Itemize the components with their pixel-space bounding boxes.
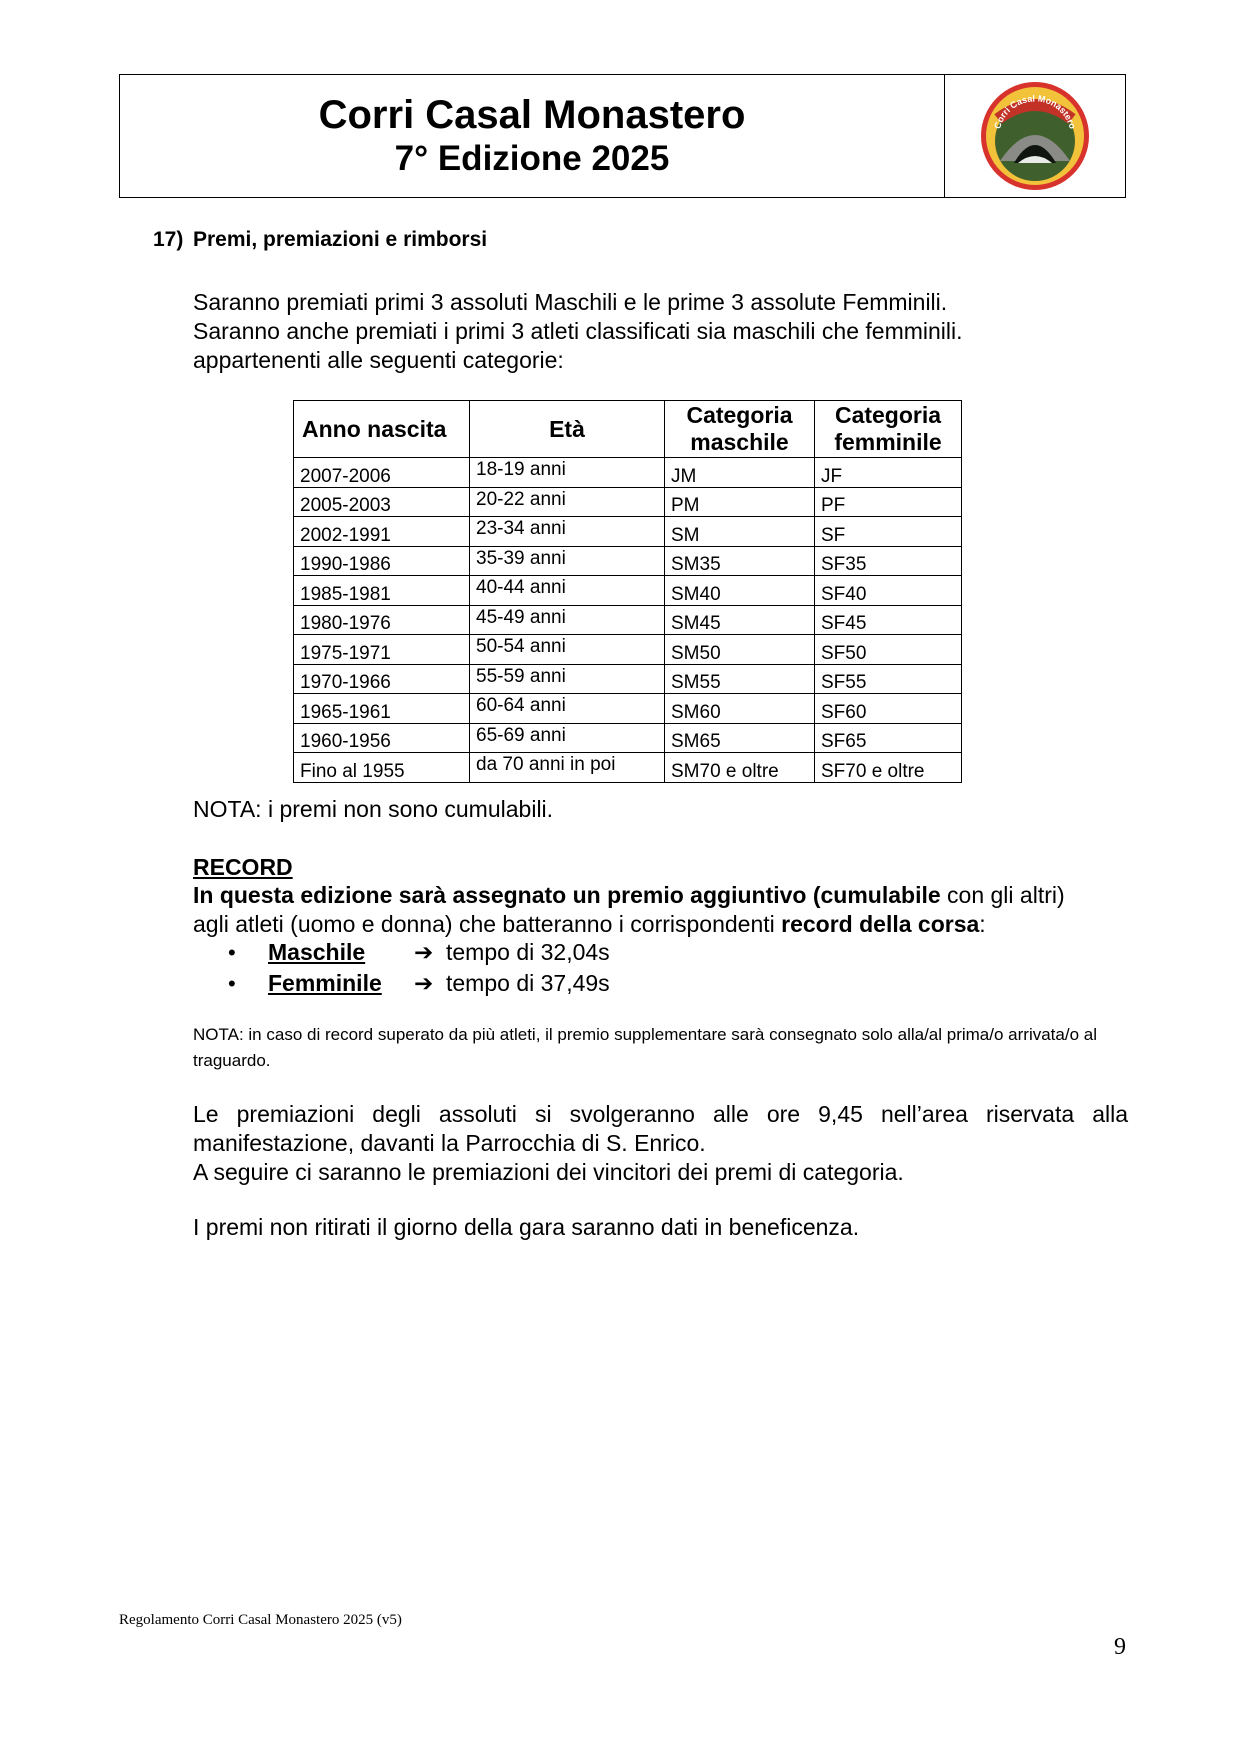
page-number: 9 [1114, 1634, 1126, 1660]
table-body [294, 458, 962, 783]
bullet-icon: • [228, 971, 236, 996]
event-logo [945, 75, 1125, 197]
table-row [294, 635, 962, 665]
header-title: Corri Casal Monastero [318, 93, 746, 137]
cell-eta: 55-59 anni [470, 664, 665, 694]
cell-categoria-femminile: SF65 [815, 723, 962, 753]
cell-categoria-maschile: SM45 [665, 605, 815, 635]
table-row [294, 576, 962, 606]
record-description [193, 881, 1128, 939]
beneficenza-paragraph: I premi non ritirati il giorno della gara saranno dati in beneficenza. [193, 1214, 860, 1240]
arrow-right-icon: ➔ [414, 970, 434, 996]
cell-categoria-femminile: SF35 [815, 546, 962, 576]
cell-categoria-maschile: SM60 [665, 694, 815, 724]
intro-paragraph [193, 288, 963, 375]
svg-text:Corri Casal Monastero: Corri Casal Monastero [992, 93, 1078, 130]
cell-eta: 65-69 anni [470, 723, 665, 753]
cell-anno-nascita: 2005-2003 [294, 487, 470, 517]
intro-line: Saranno premiati primi 3 assoluti Maschili e le prime 3 assolute Femminili. [193, 289, 948, 315]
page-header [119, 74, 1126, 198]
header-eta: Età [470, 401, 665, 458]
cell-anno-nascita: 1975-1971 [294, 635, 470, 665]
table-row [294, 487, 962, 517]
table-row [294, 546, 962, 576]
premiazioni-line: A seguire ci saranno le premiazioni dei vincitori dei premi di categoria. [193, 1159, 904, 1185]
cell-eta: 35-39 anni [470, 546, 665, 576]
section-title: Premi, premiazioni e rimborsi [193, 228, 488, 251]
cell-categoria-femminile: SF [815, 517, 962, 547]
cell-categoria-femminile: SF55 [815, 664, 962, 694]
cell-categoria-maschile: SM50 [665, 635, 815, 665]
premiazioni-line: Le premiazioni degli assoluti si svolgeranno alle ore 9,45 nell’area riservata alla [193, 1101, 1128, 1127]
record-item-text: tempo di 37,49s [446, 970, 610, 996]
section-heading [153, 228, 487, 252]
record-item-label: Femminile [268, 970, 382, 996]
nota-record: NOTA: in caso di record superato da più atleti, il premio supplementare sarà consegnato solo alla/al prima/o arrivata/o al traguardo. [193, 1025, 1097, 1070]
record-item-maschile [228, 938, 610, 967]
premiazioni-paragraph [193, 1100, 1128, 1187]
cell-anno-nascita: 1990-1986 [294, 546, 470, 576]
cell-categoria-maschile: SM40 [665, 576, 815, 606]
record-line2-start: agli atleti (uomo e donna) che batteranno i corrispondenti [193, 911, 782, 937]
bullet-icon: • [228, 940, 236, 965]
record-title: RECORD [193, 854, 293, 880]
record-line2-end: : [979, 911, 986, 937]
table-row [294, 458, 962, 488]
cell-eta: 40-44 anni [470, 576, 665, 606]
table-row [294, 723, 962, 753]
header-categoria-femminile: Categoria femminile [815, 401, 962, 458]
logo-badge-icon [978, 79, 1092, 193]
arrow-right-icon: ➔ [414, 939, 434, 965]
record-item-text: tempo di 32,04s [446, 939, 610, 965]
cell-anno-nascita: Fino al 1955 [294, 753, 470, 783]
cell-eta: 60-64 anni [470, 694, 665, 724]
table-header-row [294, 401, 962, 458]
cell-eta: da 70 anni in poi [470, 753, 665, 783]
cell-eta: 18-19 anni [470, 458, 665, 488]
table-row [294, 517, 962, 547]
header-categoria-maschile: Categoria maschile [665, 401, 815, 458]
record-item-label: Maschile [268, 939, 366, 965]
nota-non-cumulabili: NOTA: i premi non sono cumulabili. [193, 796, 554, 822]
cell-eta: 45-49 anni [470, 605, 665, 635]
cell-categoria-maschile: SM [665, 517, 815, 547]
intro-line: appartenenti alle seguenti categorie: [193, 347, 564, 373]
record-line1-rest: con gli altri) [940, 882, 1065, 908]
header-anno-nascita: Anno nascita [294, 401, 470, 458]
record-line2-bold: record della corsa [781, 911, 980, 937]
cell-categoria-maschile: SM70 e oltre [665, 753, 815, 783]
cell-categoria-femminile: PF [815, 487, 962, 517]
cell-anno-nascita: 2002-1991 [294, 517, 470, 547]
cell-categoria-femminile: SF50 [815, 635, 962, 665]
record-item-femminile [228, 969, 610, 998]
cell-anno-nascita: 1985-1981 [294, 576, 470, 606]
page-footer: Regolamento Corri Casal Monastero 2025 (v5) [119, 1612, 402, 1628]
record-line1-bold: In questa edizione sarà assegnato un premio aggiuntivo (cumulabile [193, 882, 941, 908]
cell-categoria-femminile: SF70 e oltre [815, 753, 962, 783]
table-row [294, 753, 962, 783]
table-row [294, 605, 962, 635]
premiazioni-line: manifestazione, davanti la Parrocchia di S. Enrico. [193, 1130, 706, 1156]
cell-eta: 20-22 anni [470, 487, 665, 517]
cell-anno-nascita: 1970-1966 [294, 664, 470, 694]
header-subtitle: 7° Edizione 2025 [394, 139, 670, 178]
table-row [294, 694, 962, 724]
cell-anno-nascita: 1960-1956 [294, 723, 470, 753]
cell-categoria-femminile: SF45 [815, 605, 962, 635]
cell-eta: 23-34 anni [470, 517, 665, 547]
header-titles [120, 75, 945, 197]
cell-categoria-femminile: SF60 [815, 694, 962, 724]
cell-categoria-maschile: SM35 [665, 546, 815, 576]
cell-categoria-maschile: SM55 [665, 664, 815, 694]
cell-categoria-maschile: JM [665, 458, 815, 488]
cell-eta: 50-54 anni [470, 635, 665, 665]
cell-anno-nascita: 1980-1976 [294, 605, 470, 635]
cell-categoria-maschile: PM [665, 487, 815, 517]
cell-anno-nascita: 1965-1961 [294, 694, 470, 724]
cell-categoria-maschile: SM65 [665, 723, 815, 753]
cell-categoria-femminile: SF40 [815, 576, 962, 606]
cell-anno-nascita: 2007-2006 [294, 458, 470, 488]
intro-line: Saranno anche premiati i primi 3 atleti classificati sia maschili che femminili. [193, 318, 963, 344]
section-number: 17) [153, 228, 184, 251]
cell-categoria-femminile: JF [815, 458, 962, 488]
categories-table [293, 400, 962, 783]
table-row [294, 664, 962, 694]
